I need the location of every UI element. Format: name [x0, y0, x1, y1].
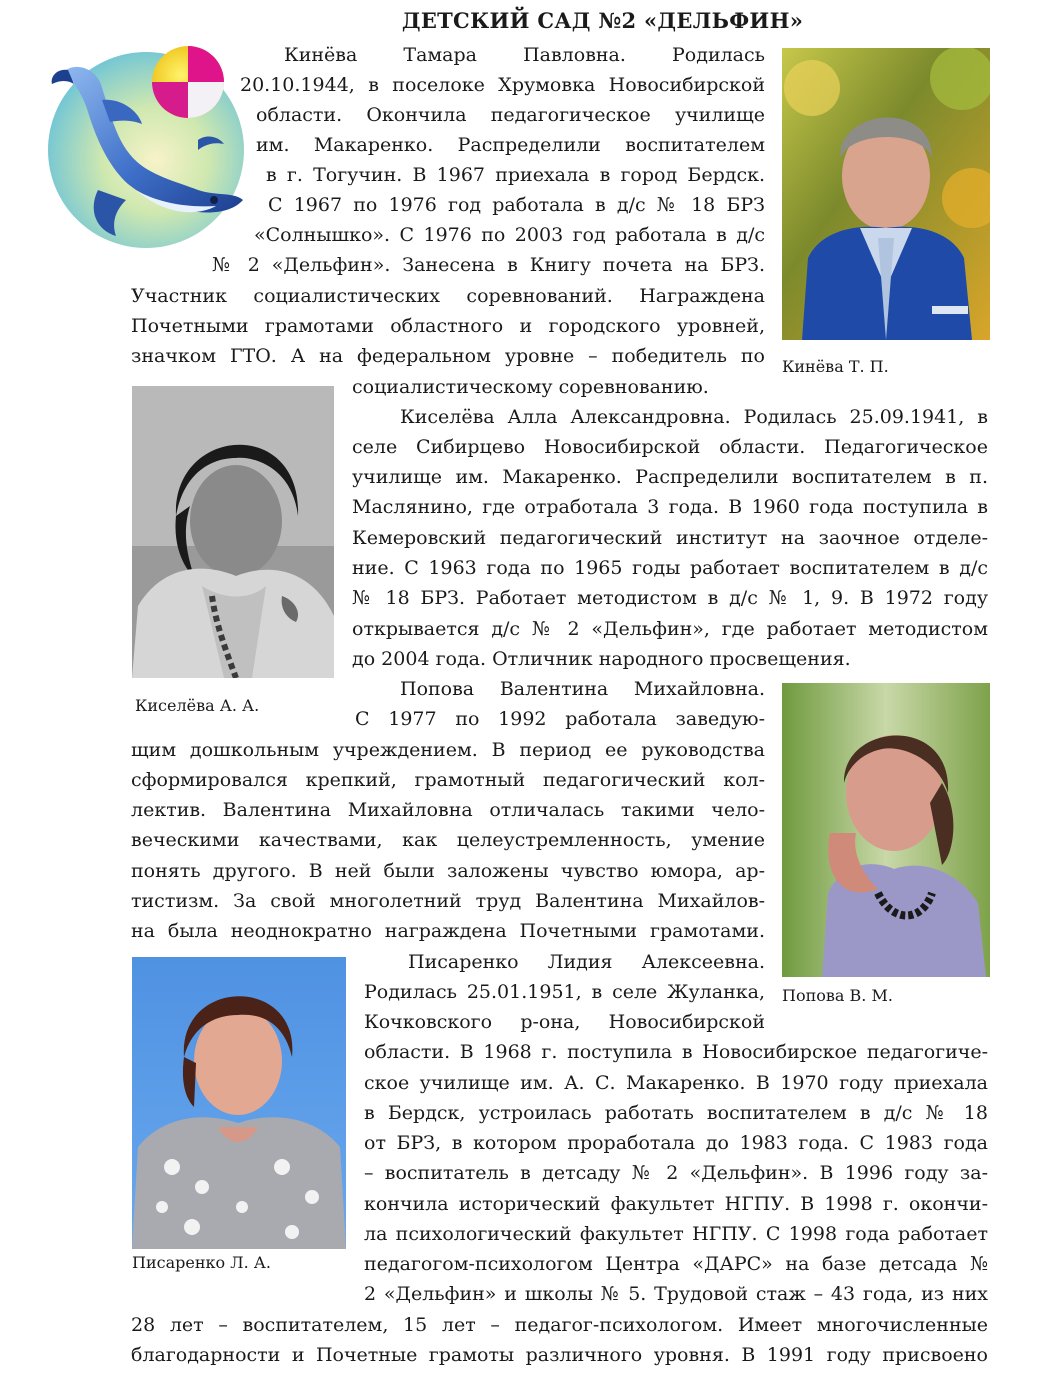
text-line: веческими качествами, как целеустремленность, умение	[131, 829, 765, 851]
text-line: Участник социалистических соревнований. Награждена	[131, 285, 765, 307]
text-line: 28 лет – воспитателем, 15 лет – педагог-психологом. Имеет многочисленные	[131, 1314, 988, 1336]
text-line: ла психологический факультет НГПУ. С 1998 года работает	[364, 1223, 988, 1245]
text-line: 20.10.1944, в поселоке Хрумовка Новосибирской	[240, 74, 765, 96]
text-line: Писаренко Лидия Алексеевна.	[408, 951, 765, 973]
text-line: № 2 «Дельфин». Занесена в Книгу почета на БРЗ.	[212, 254, 765, 276]
text-line: значком ГТО. А на федеральном уровне – победитель по	[131, 345, 765, 367]
text-line: в Бердск, устроилась работать воспитателем в д/с № 18	[364, 1102, 988, 1124]
dolphin-logo-image	[38, 40, 253, 250]
text-line: С 1977 по 1992 работала заведую-	[355, 708, 765, 730]
text-line: 2 «Дельфин» и школы № 5. Трудовой стаж – 43 года, из них	[364, 1283, 988, 1305]
text-line: щим дошкольным учреждением. В период ее руководства	[131, 739, 765, 761]
photo-pisarenko	[132, 957, 346, 1249]
text-line: благодарности и Почетные грамоты различного уровня. В 1991 году присвоено	[131, 1344, 988, 1366]
text-line: открывается д/с № 2 «Дельфин», где работает методистом	[352, 618, 988, 640]
text-line: – воспитатель в детсаду № 2 «Дельфин». В 1996 году за-	[364, 1162, 988, 1184]
photo-kiseleva-image	[132, 386, 334, 678]
text-line: до 2004 года. Отличник народного просвещения.	[352, 648, 851, 670]
text-line: им. Макаренко. Распределили воспитателем	[256, 134, 765, 156]
photo-popova	[782, 683, 990, 977]
text-line: сформировался крепкий, грамотный педагогический кол-	[131, 769, 765, 791]
text-line: Маслянино, где отработала 3 года. В 1960 года поступила в	[352, 496, 988, 518]
text-line: кончила исторический факультет НГПУ. В 1998 г. окончи-	[364, 1193, 988, 1215]
text-line: Родилась 25.01.1951, в селе Жуланка,	[364, 981, 765, 1003]
text-line: Кинёва Тамара Павловна. Родилась	[284, 44, 765, 66]
photo-popova-image	[782, 683, 990, 977]
text-line: педагогом-психологом Центра «ДАРС» на базе детсада №	[364, 1253, 988, 1275]
text-line: училище им. Макаренко. Распределили воспитателем в п.	[352, 466, 988, 488]
text-line: С 1967 по 1976 год работала в д/с № 18 БРЗ	[268, 194, 765, 216]
photo-pisarenko-image	[132, 957, 346, 1249]
text-line: на была неоднократно награждена Почетными грамотами.	[131, 920, 765, 942]
text-line: Кемеровский педагогический институт на заочное отделе-	[352, 527, 988, 549]
text-line: Попова Валентина Михайловна.	[400, 678, 765, 700]
text-line: селе Сибирцево Новосибирской области. Педагогическое	[352, 436, 988, 458]
text-line: области. В 1968 г. поступила в Новосибирское педагогиче-	[364, 1041, 988, 1063]
text-line: Киселёва Алла Александровна. Родилась 25.09.1941, в	[400, 406, 988, 428]
caption-kiseleva: Киселёва А. А.	[135, 696, 260, 715]
text-line: Кочковского р-она, Новосибирской	[364, 1011, 765, 1033]
text-line: области. Окончила педагогическое училище	[256, 104, 765, 126]
text-line: понять другого. В ней были заложены чувство юмора, ар-	[131, 860, 765, 882]
photo-kineva	[782, 48, 990, 340]
text-line: № 18 БРЗ. Работает методистом в д/с № 1, 9. В 1972 году	[352, 587, 988, 609]
text-line: ское училище им. А. С. Макаренко. В 1970 году приехала	[364, 1072, 988, 1094]
text-line: ние. С 1963 года по 1965 годы работает воспитателем в д/с	[352, 557, 988, 579]
page-title: ДЕТСКИЙ САД №2 «ДЕЛЬФИН»	[401, 8, 804, 33]
text-line: лектив. Валентина Михайловна отличалась такими чело-	[131, 799, 765, 821]
photo-kineva-image	[782, 48, 990, 340]
caption-kineva: Кинёва Т. П.	[782, 357, 889, 376]
text-line: социалистическому соревнованию.	[352, 376, 709, 398]
text-line: в г. Тогучин. В 1967 приехала в город Бердск.	[266, 164, 765, 186]
caption-popova: Попова В. М.	[782, 986, 893, 1005]
text-line: «Солнышко». С 1976 по 2003 год работала в д/с	[254, 224, 765, 246]
caption-pisarenko: Писаренко Л. А.	[132, 1253, 271, 1272]
dolphin-logo	[38, 40, 253, 250]
text-line: тистизм. За свой многолетний труд Валентина Михайлов-	[131, 890, 765, 912]
text-line: от БРЗ, в котором проработала до 1983 года. С 1983 года	[364, 1132, 988, 1154]
text-line: Почетными грамотами областного и городского уровней,	[131, 315, 765, 337]
photo-kiseleva	[132, 386, 334, 678]
